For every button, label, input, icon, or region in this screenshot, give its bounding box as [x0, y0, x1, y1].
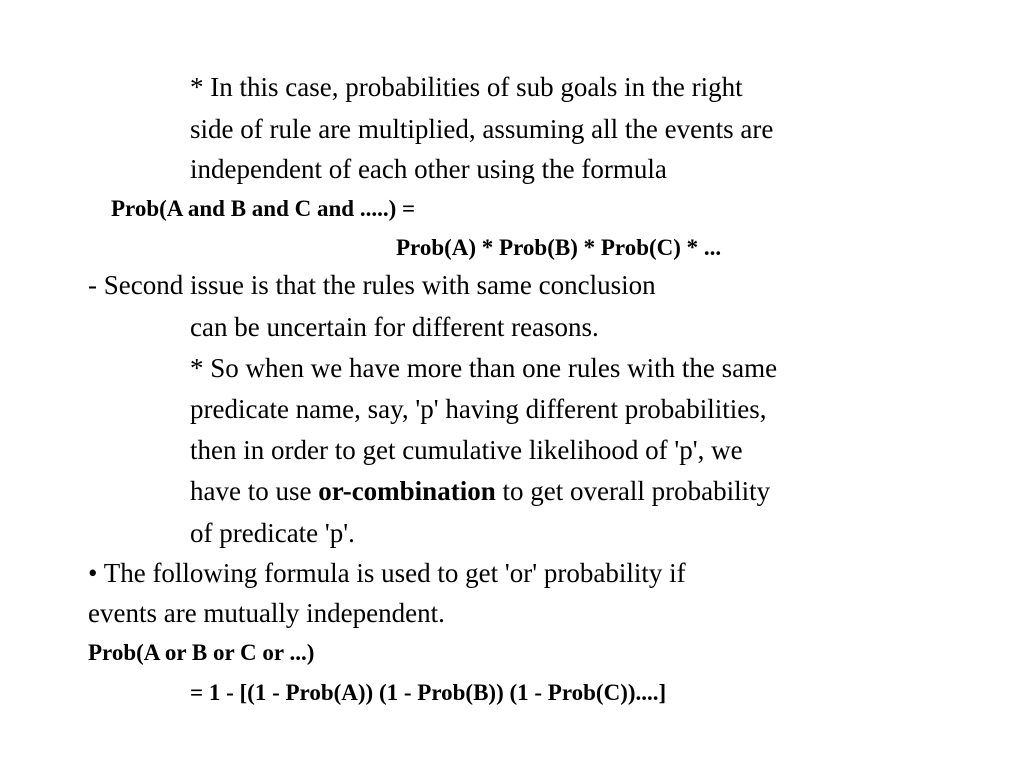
formula-and-line-2: Prob(A) * Prob(B) * Prob(C) * ... — [396, 235, 722, 260]
text-line-9: predicate name, say, 'p' having different probabilities, — [190, 394, 767, 424]
text-line-11-end: to get overall probability — [495, 476, 771, 506]
text-line-11-start: have to use — [190, 476, 319, 506]
formula-and-line-1: Prob(A and B and C and .....) = — [111, 196, 416, 221]
or-combination-term: or-combination — [318, 476, 496, 506]
text-line-6: - Second issue is that the rules with same conclusion — [88, 270, 656, 300]
bullet-line-13: • The following formula is used to get 'or' probability if — [88, 558, 686, 588]
formula-or-line-1: Prob(A or B or C or ...) — [88, 640, 315, 665]
text-line-11 — [190, 475, 770, 507]
text-line-10: then in order to get cumulative likelihood of 'p', we — [190, 435, 743, 465]
text-line-2: side of rule are multiplied, assuming all the events are — [190, 114, 774, 144]
text-line-8: * So when we have more than one rules with the same — [190, 353, 778, 383]
text-line-1: * In this case, probabilities of sub goals in the right — [190, 72, 743, 102]
text-line-14: events are mutually independent. — [88, 598, 445, 628]
formula-or-line-2: = 1 - [(1 - Prob(A)) (1 - Prob(B)) (1 - Prob(C))....] — [190, 680, 667, 705]
text-line-12: of predicate 'p'. — [190, 518, 355, 548]
text-line-3: independent of each other using the formula — [190, 154, 667, 184]
text-line-7: can be uncertain for different reasons. — [190, 312, 599, 342]
